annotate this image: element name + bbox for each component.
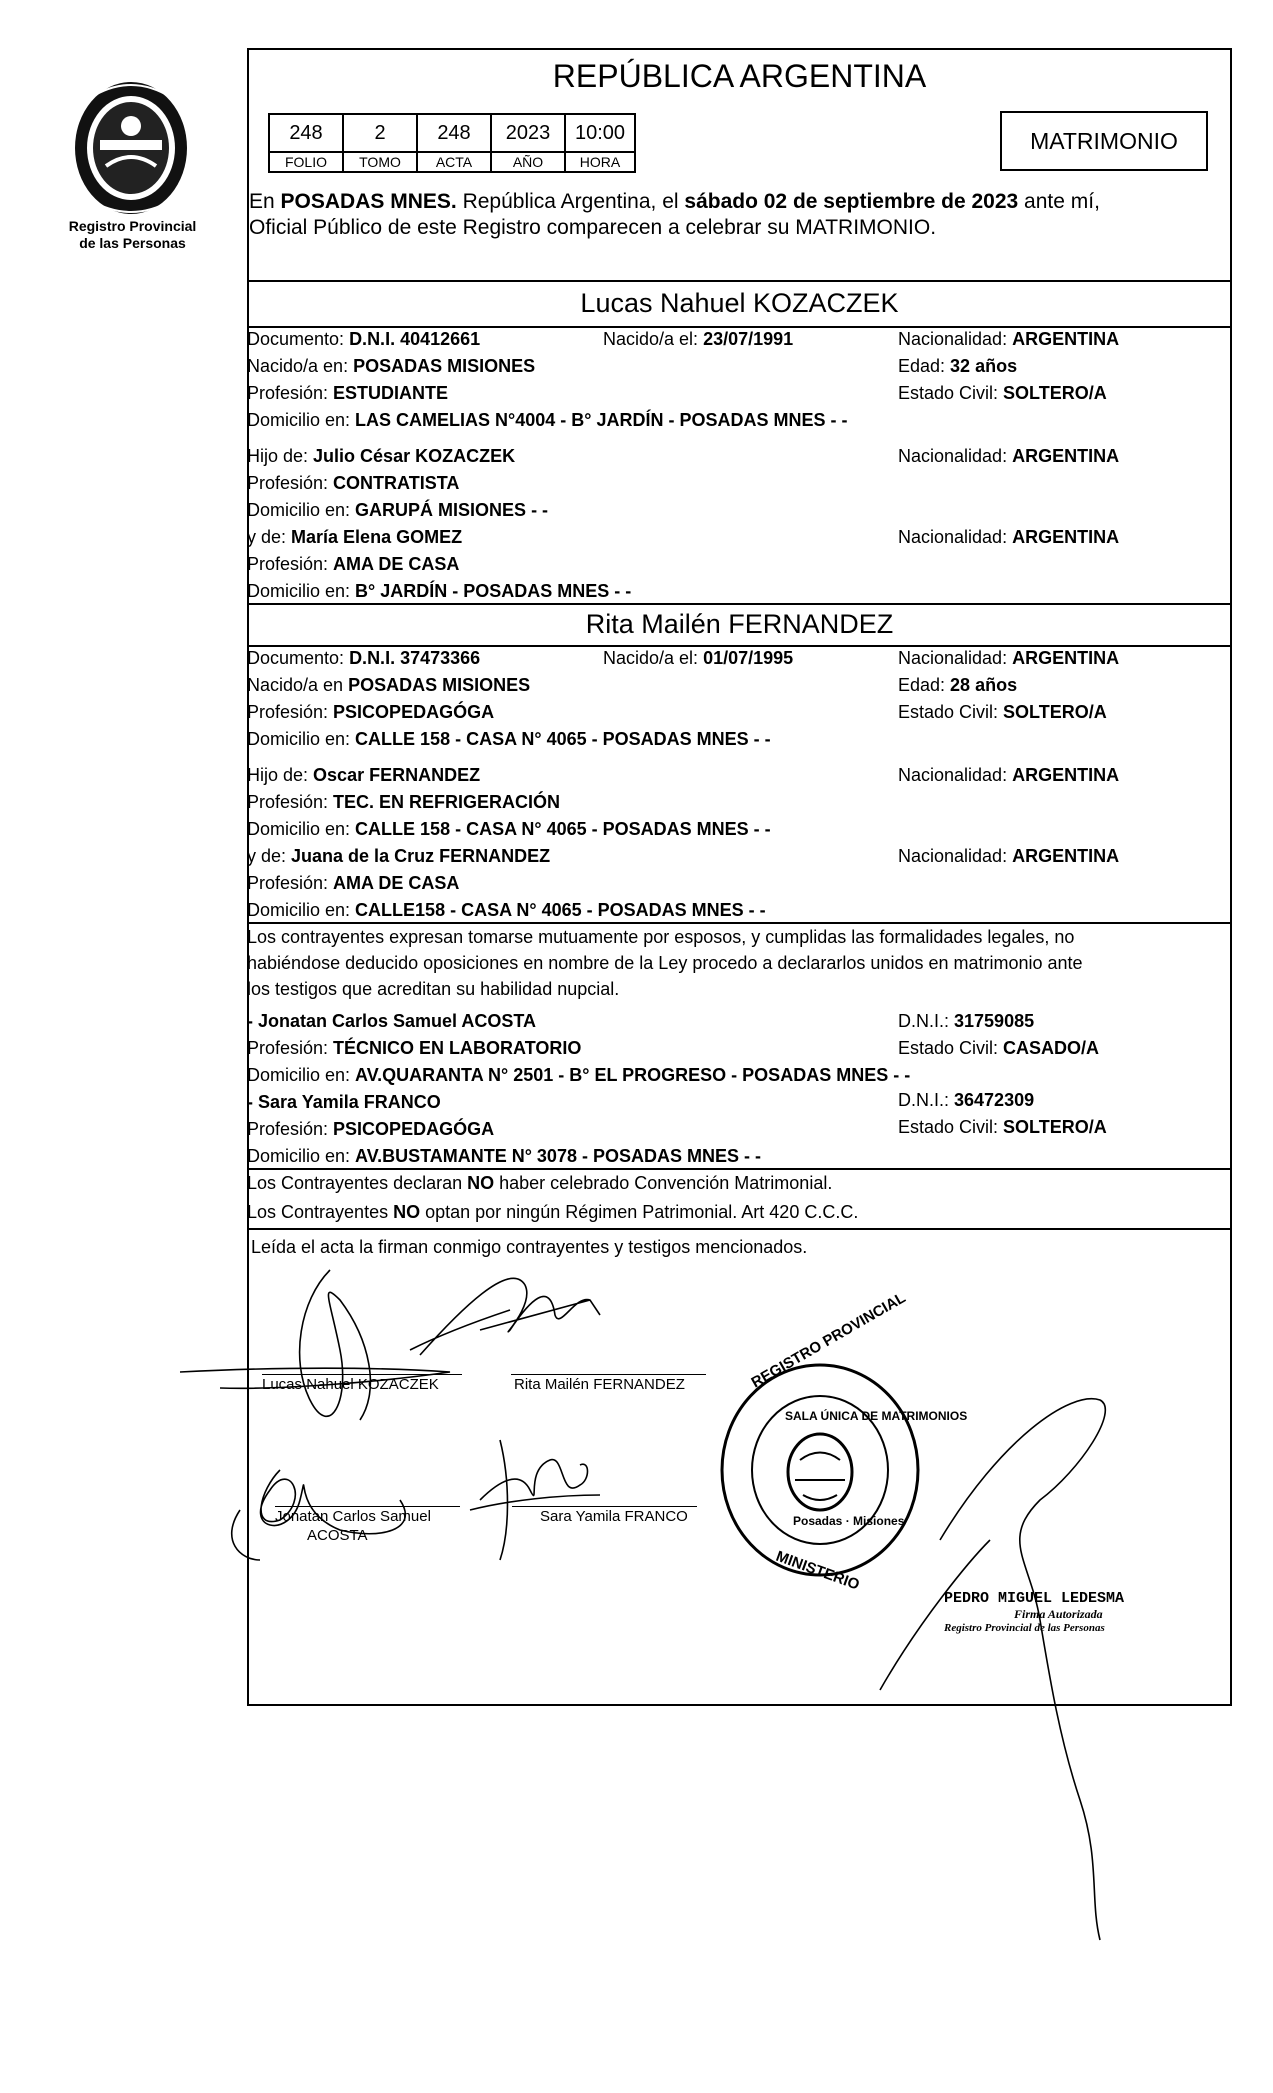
label: Nacionalidad: [898, 648, 1013, 668]
label: Profesión: [247, 383, 334, 403]
divider [247, 1228, 1232, 1230]
label: Nacionalidad: [898, 329, 1013, 349]
bride-civil-status [898, 701, 1107, 723]
bride-father-nationality [898, 764, 1119, 786]
label: Nacionalidad: [898, 446, 1013, 466]
label: Profesión: [247, 1119, 334, 1139]
year-value: 2023 [491, 114, 565, 152]
bride-mother-nationality [898, 845, 1119, 867]
officer-title: Firma Autorizada [1014, 1607, 1103, 1621]
value: B° JARDÍN - POSADAS MNES - - [355, 581, 632, 601]
bride-dni: D.N.I. 37473366 [349, 648, 481, 668]
value: Julio César KOZACZEK [313, 446, 516, 466]
label: Domicilio en: [247, 1065, 356, 1085]
label: Profesión: [247, 702, 334, 722]
value: Juana de la Cruz FERNANDEZ [291, 846, 551, 866]
label: Hijo de: [247, 765, 314, 785]
text: Los Contrayentes declaran [247, 1173, 468, 1193]
value: 23/07/1991 [703, 329, 794, 349]
registry-name-line2: de las Personas [79, 235, 186, 251]
value: 36472309 [954, 1090, 1035, 1110]
bride-mother-address [247, 899, 766, 921]
groom-name: Lucas Nahuel KOZACZEK [580, 288, 899, 318]
text: Los Contrayentes [247, 1202, 394, 1222]
label: Profesión: [247, 792, 334, 812]
svg-text:SALA ÚNICA DE MATRIMONIOS: SALA ÚNICA DE MATRIMONIOS [785, 1409, 968, 1423]
label: y de: [247, 846, 292, 866]
officer-stamp [944, 1590, 1194, 1634]
folio-value: 248 [269, 114, 343, 152]
folio-label: FOLIO [269, 152, 343, 172]
groom-father-address [247, 499, 548, 521]
label: Nacionalidad: [898, 765, 1013, 785]
value: 32 años [950, 356, 1018, 376]
label: Estado Civil: [898, 1038, 1004, 1058]
groom-dni: D.N.I. 40412661 [349, 329, 481, 349]
officer-org: Registro Provincial de las Personas [944, 1622, 1105, 1634]
witness1-signature-name-1: Jonatan Carlos Samuel [275, 1508, 431, 1525]
acta-label: ACTA [417, 152, 491, 172]
label: Nacido/a en [247, 675, 349, 695]
value: POSADAS MISIONES [348, 675, 531, 695]
text: NO [467, 1173, 495, 1193]
label: Profesión: [247, 554, 334, 574]
groom-signature-name: Lucas Nahuel KOZACZEK [262, 1376, 439, 1393]
witness2-dni [898, 1089, 1034, 1111]
groom-father-nationality [898, 445, 1119, 467]
value: CALLE158 - CASA N° 4065 - POSADAS MNES - - [355, 900, 766, 920]
label: Estado Civil: [898, 702, 1004, 722]
text: optan por ningún Régimen Patrimonial. Art 420 C.C.C. [420, 1202, 859, 1222]
witness2-signature-name: Sara Yamila FRANCO [540, 1508, 688, 1525]
text: NO [393, 1202, 421, 1222]
bride-age [898, 674, 1017, 696]
intro-text: ante mí, [1018, 190, 1100, 213]
groom-mother [247, 526, 462, 548]
declaration-line-2: habiéndose deducido oposiciones en nombre de la Ley procedo a declararlos unidos en matrimonio ante [247, 953, 1083, 973]
label: Hijo de: [247, 446, 314, 466]
groom-mother-profession [247, 553, 459, 575]
label: Nacido/a el: [603, 329, 704, 349]
witness2-profession [247, 1118, 494, 1140]
value: 31759085 [954, 1011, 1035, 1031]
tomo-label: TOMO [343, 152, 417, 172]
value: GARUPÁ MISIONES - - [355, 500, 549, 520]
bride-profession [247, 701, 494, 723]
groom-mother-nationality [898, 526, 1119, 548]
label: Estado Civil: [898, 383, 1004, 403]
witness1-dni [898, 1010, 1034, 1032]
value: María Elena GOMEZ [291, 527, 463, 547]
value: ARGENTINA [1012, 527, 1120, 547]
witness2-civil-status [898, 1116, 1107, 1138]
value: ARGENTINA [1012, 765, 1120, 785]
label: Documento: [247, 648, 350, 668]
officer-name: PEDRO MIGUEL LEDESMA [944, 1590, 1125, 1607]
intro-text: República Argentina, el [456, 190, 685, 213]
value: ARGENTINA [1012, 648, 1120, 668]
groom-address [247, 409, 848, 431]
value: CASADO/A [1003, 1038, 1100, 1058]
label: y de: [247, 527, 292, 547]
value: CALLE 158 - CASA N° 4065 - POSADAS MNES - - [355, 729, 771, 749]
value: Oscar FERNANDEZ [313, 765, 481, 785]
bride-mother-profession [247, 872, 459, 894]
document-type-box [1000, 111, 1208, 171]
acta-value: 248 [417, 114, 491, 152]
official-seal-icon [715, 1289, 968, 1594]
hour-value: 10:00 [565, 114, 635, 152]
divider [247, 1168, 1232, 1170]
value: ESTUDIANTE [333, 383, 449, 403]
label: Nacionalidad: [898, 527, 1013, 547]
label: Estado Civil: [898, 1117, 1004, 1137]
intro-date: sábado 02 de septiembre de 2023 [684, 190, 1019, 213]
groom-mother-address [247, 580, 631, 602]
record-table [268, 113, 636, 173]
value: PSICOPEDAGÓGA [333, 702, 495, 722]
value: CONTRATISTA [333, 473, 460, 493]
label: Edad: [898, 356, 951, 376]
label: D.N.I.: [898, 1011, 955, 1031]
label: Profesión: [247, 1038, 334, 1058]
witness1-name: - Jonatan Carlos Samuel ACOSTA [247, 1011, 537, 1031]
label: Documento: [247, 329, 350, 349]
bride-father [247, 764, 480, 786]
intro-line-2: Oficial Público de este Registro comparecen a celebrar su MATRIMONIO. [249, 216, 937, 239]
groom-doc [247, 328, 480, 350]
groom-birthdate [603, 328, 793, 350]
groom-nationality [898, 328, 1119, 350]
intro-text: En [249, 190, 281, 213]
value: 28 años [950, 675, 1018, 695]
value: TÉCNICO EN LABORATORIO [333, 1038, 582, 1058]
witness1-signature [232, 1470, 406, 1560]
value: 01/07/1995 [703, 648, 794, 668]
value: LAS CAMELIAS N°4004 - B° JARDÍN - POSADAS MNES - - [355, 410, 848, 430]
bride-nationality [898, 647, 1119, 669]
bride-mother [247, 845, 550, 867]
label: Profesión: [247, 873, 334, 893]
bride-address [247, 728, 771, 750]
province-logo [70, 78, 192, 218]
declaration-line-3: los testigos que acreditan su habilidad nupcial. [247, 979, 620, 999]
bride-birthdate [603, 647, 793, 669]
value: POSADAS MISIONES [353, 356, 536, 376]
label: D.N.I.: [898, 1090, 955, 1110]
value: SOLTERO/A [1003, 702, 1107, 722]
value: AV.BUSTAMANTE N° 3078 - POSADAS MNES - - [355, 1146, 761, 1166]
intro-city: POSADAS MNES. [280, 190, 457, 213]
witness1-signature-name-2: ACOSTA [307, 1527, 368, 1544]
label: Domicilio en: [247, 410, 356, 430]
intro-line-1 [249, 190, 1100, 214]
label: Profesión: [247, 473, 334, 493]
witness2-name: - Sara Yamila FRANCO [247, 1092, 441, 1112]
groom-age [898, 355, 1017, 377]
label: Domicilio en: [247, 729, 356, 749]
province-shield-icon [70, 78, 192, 218]
value: AV.QUARANTA N° 2501 - B° EL PROGRESO - POSADAS MNES - - [355, 1065, 911, 1085]
value: AMA DE CASA [333, 873, 460, 893]
closing-text: Leída el acta la firman conmigo contrayentes y testigos mencionados. [251, 1237, 808, 1257]
groom-signature [180, 1270, 450, 1420]
witness1-address [247, 1064, 910, 1086]
label: Domicilio en: [247, 900, 356, 920]
divider [247, 603, 1232, 605]
convention-line-2 [247, 1201, 858, 1223]
registry-name-line1: Registro Provincial [68, 218, 197, 234]
groom-father [247, 445, 515, 467]
svg-text:REGISTRO PROVINCIAL: REGISTRO PROVINCIAL [748, 1289, 909, 1392]
bride-father-profession [247, 791, 560, 813]
groom-birthplace [247, 355, 535, 377]
declaration-line-1: Los contrayentes expresan tomarse mutuamente por esposos, y cumplidas las formalidades legales, no [247, 927, 1075, 947]
hour-label: HORA [565, 152, 635, 172]
witness1-profession [247, 1037, 581, 1059]
groom-civil-status [898, 382, 1107, 404]
year-label: AÑO [491, 152, 565, 172]
bride-birthplace [247, 674, 530, 696]
label: Domicilio en: [247, 1146, 356, 1166]
value: AMA DE CASA [333, 554, 460, 574]
witness2-address [247, 1145, 761, 1167]
value: SOLTERO/A [1003, 1117, 1107, 1137]
value: CALLE 158 - CASA N° 4065 - POSADAS MNES - - [355, 819, 771, 839]
svg-text:Posadas · Misiones: Posadas · Misiones [793, 1514, 905, 1528]
text: haber celebrado Convención Matrimonial. [494, 1173, 833, 1193]
tomo-value: 2 [343, 114, 417, 152]
svg-text:MINISTERIO: MINISTERIO [773, 1547, 862, 1594]
witness2-signature [470, 1440, 600, 1560]
value: ARGENTINA [1012, 329, 1120, 349]
value: PSICOPEDAGÓGA [333, 1119, 495, 1139]
label: Domicilio en: [247, 581, 356, 601]
label: Edad: [898, 675, 951, 695]
bride-signature-name: Rita Mailén FERNANDEZ [514, 1376, 685, 1393]
document-type: MATRIMONIO [1030, 128, 1178, 154]
value: SOLTERO/A [1003, 383, 1107, 403]
country-title: REPÚBLICA ARGENTINA [552, 58, 927, 94]
label: Domicilio en: [247, 819, 356, 839]
groom-profession [247, 382, 448, 404]
divider [247, 280, 1232, 282]
value: ARGENTINA [1012, 446, 1120, 466]
groom-father-profession [247, 472, 459, 494]
bride-father-address [247, 818, 771, 840]
divider [247, 922, 1232, 924]
label: Nacido/a el: [603, 648, 704, 668]
convention-line-1 [247, 1172, 832, 1194]
bride-signature [410, 1278, 600, 1355]
value: TEC. EN REFRIGERACIÓN [333, 792, 561, 812]
label: Domicilio en: [247, 500, 356, 520]
bride-doc [247, 647, 480, 669]
bride-name: Rita Mailén FERNANDEZ [585, 609, 894, 639]
label: Nacionalidad: [898, 846, 1013, 866]
value: ARGENTINA [1012, 846, 1120, 866]
witness1-civil-status [898, 1037, 1099, 1059]
label: Nacido/a en: [247, 356, 354, 376]
